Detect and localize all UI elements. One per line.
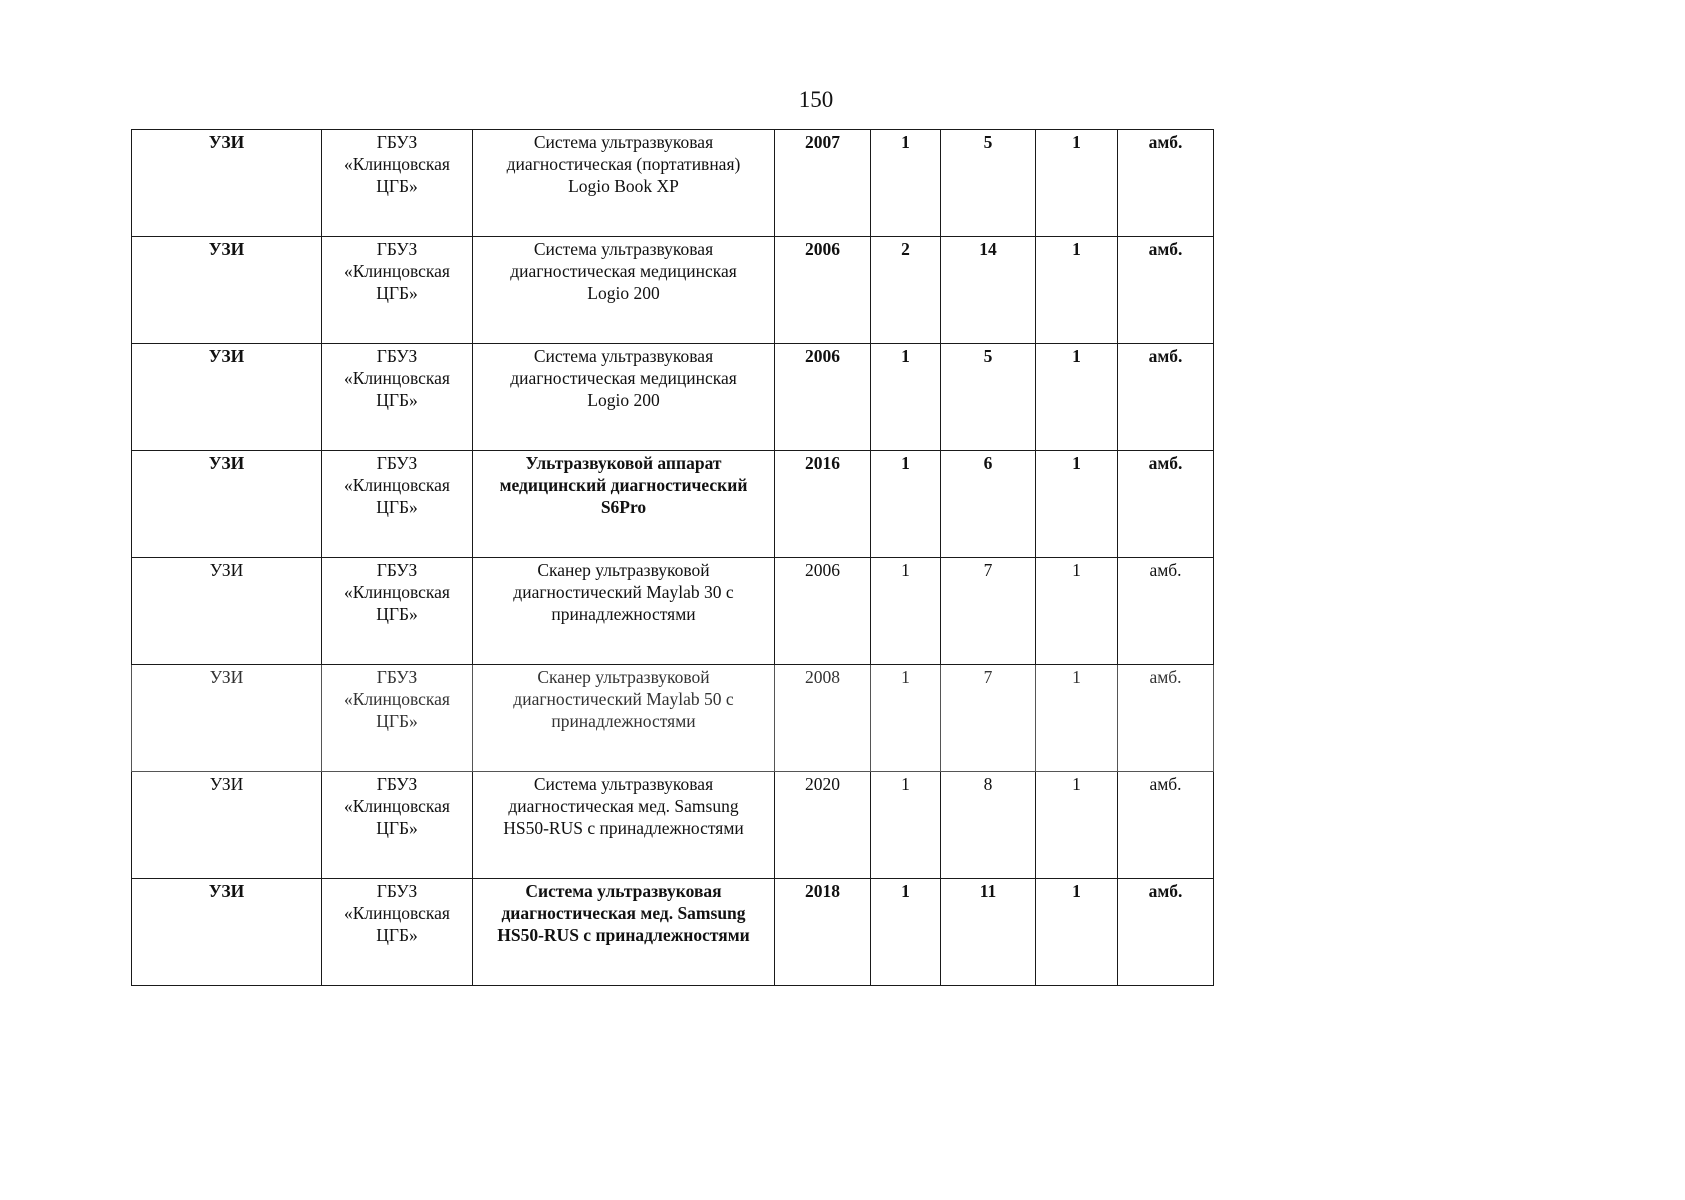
age-cell: 8 xyxy=(941,772,1036,879)
device-line: принадлежностями xyxy=(551,604,696,624)
quantity-cell: 1 xyxy=(871,879,941,986)
device-line: Сканер ультразвуковой xyxy=(537,667,710,687)
shifts-cell: 1 xyxy=(1036,665,1118,772)
table-row xyxy=(132,665,1214,772)
quantity-cell: 1 xyxy=(871,344,941,451)
organization-cell xyxy=(322,665,473,772)
device-line: диагностическая мед. Samsung xyxy=(508,796,739,816)
device-line: Система ультразвуковая xyxy=(533,774,714,794)
device-line: HS50-RUS с принадлежностями xyxy=(497,925,750,945)
exam-type-cell: УЗИ xyxy=(132,451,322,558)
device-cell xyxy=(473,772,775,879)
device-line: Система ультразвуковая xyxy=(533,346,714,366)
org-line: ЦГБ» xyxy=(376,711,418,731)
exam-type-cell: УЗИ xyxy=(132,130,322,237)
exam-type-cell: УЗИ xyxy=(132,665,322,772)
device-line: диагностическая мед. Samsung xyxy=(501,903,746,923)
device-cell xyxy=(473,344,775,451)
mode-cell: амб. xyxy=(1118,344,1214,451)
exam-type-cell: УЗИ xyxy=(132,879,322,986)
device-cell xyxy=(473,558,775,665)
org-line: ГБУЗ xyxy=(376,774,418,794)
device-line: Система ультразвуковая xyxy=(533,239,714,259)
org-line: ЦГБ» xyxy=(376,497,418,517)
device-line: Logio 200 xyxy=(587,390,660,410)
device-line: Logio Book XP xyxy=(568,176,679,196)
org-line: «Клинцовская xyxy=(344,689,450,709)
year-cell: 2008 xyxy=(775,665,871,772)
device-line: диагностический Maylab 50 с xyxy=(513,689,734,709)
organization-cell xyxy=(322,558,473,665)
org-line: «Клинцовская xyxy=(344,475,450,495)
org-line: ЦГБ» xyxy=(376,818,418,838)
age-cell: 7 xyxy=(941,558,1036,665)
device-cell xyxy=(473,237,775,344)
mode-cell: амб. xyxy=(1118,665,1214,772)
equipment-table-body xyxy=(132,130,1214,986)
org-line: ЦГБ» xyxy=(376,283,418,303)
shifts-cell: 1 xyxy=(1036,772,1118,879)
device-line: принадлежностями xyxy=(551,711,696,731)
mode-cell: амб. xyxy=(1118,451,1214,558)
device-line: Сканер ультразвуковой xyxy=(537,560,710,580)
age-cell: 11 xyxy=(941,879,1036,986)
org-line: ЦГБ» xyxy=(376,176,418,196)
device-cell xyxy=(473,451,775,558)
device-line: диагностическая (портативная) xyxy=(506,154,741,174)
quantity-cell: 2 xyxy=(871,237,941,344)
year-cell: 2006 xyxy=(775,344,871,451)
table-row xyxy=(132,879,1214,986)
org-line: ГБУЗ xyxy=(376,881,418,901)
mode-cell: амб. xyxy=(1118,130,1214,237)
age-cell: 5 xyxy=(941,344,1036,451)
year-cell: 2016 xyxy=(775,451,871,558)
mode-cell: амб. xyxy=(1118,772,1214,879)
shifts-cell: 1 xyxy=(1036,879,1118,986)
table-row xyxy=(132,237,1214,344)
org-line: «Клинцовская xyxy=(344,261,450,281)
mode-cell: амб. xyxy=(1118,237,1214,344)
age-cell: 14 xyxy=(941,237,1036,344)
org-line: ГБУЗ xyxy=(376,346,418,366)
org-line: «Клинцовская xyxy=(344,903,450,923)
org-line: ГБУЗ xyxy=(376,560,418,580)
device-line: диагностическая медицинская xyxy=(510,261,737,281)
device-cell xyxy=(473,130,775,237)
table-row xyxy=(132,344,1214,451)
device-line: Система ультразвуковая xyxy=(525,881,722,901)
shifts-cell: 1 xyxy=(1036,451,1118,558)
table-row xyxy=(132,451,1214,558)
page-number: 150 xyxy=(798,87,834,112)
device-line: HS50-RUS с принадлежностями xyxy=(503,818,744,838)
organization-cell xyxy=(322,451,473,558)
org-line: ЦГБ» xyxy=(376,925,418,945)
shifts-cell: 1 xyxy=(1036,130,1118,237)
exam-type-cell: УЗИ xyxy=(132,772,322,879)
year-cell: 2007 xyxy=(775,130,871,237)
device-line: медицинский диагностический xyxy=(499,475,748,495)
quantity-cell: 1 xyxy=(871,665,941,772)
equipment-table xyxy=(131,129,1214,986)
org-line: «Клинцовская xyxy=(344,368,450,388)
device-cell xyxy=(473,879,775,986)
org-line: ЦГБ» xyxy=(376,604,418,624)
org-line: «Клинцовская xyxy=(344,154,450,174)
organization-cell xyxy=(322,344,473,451)
organization-cell xyxy=(322,237,473,344)
table-row xyxy=(132,558,1214,665)
device-line: Logio 200 xyxy=(587,283,660,303)
age-cell: 7 xyxy=(941,665,1036,772)
device-line: Система ультразвуковая xyxy=(533,132,714,152)
org-line: ЦГБ» xyxy=(376,390,418,410)
quantity-cell: 1 xyxy=(871,772,941,879)
year-cell: 2006 xyxy=(775,237,871,344)
organization-cell xyxy=(322,130,473,237)
shifts-cell: 1 xyxy=(1036,558,1118,665)
org-line: ГБУЗ xyxy=(376,239,418,259)
year-cell: 2018 xyxy=(775,879,871,986)
org-line: ГБУЗ xyxy=(376,132,418,152)
table-row xyxy=(132,772,1214,879)
organization-cell xyxy=(322,772,473,879)
org-line: «Клинцовская xyxy=(344,582,450,602)
exam-type-cell: УЗИ xyxy=(132,558,322,665)
quantity-cell: 1 xyxy=(871,130,941,237)
mode-cell: амб. xyxy=(1118,879,1214,986)
exam-type-cell: УЗИ xyxy=(132,237,322,344)
quantity-cell: 1 xyxy=(871,558,941,665)
device-line: диагностический Maylab 30 с xyxy=(513,582,734,602)
org-line: «Клинцовская xyxy=(344,796,450,816)
exam-type-cell: УЗИ xyxy=(132,344,322,451)
age-cell: 5 xyxy=(941,130,1036,237)
org-line: ГБУЗ xyxy=(376,453,418,473)
shifts-cell: 1 xyxy=(1036,237,1118,344)
org-line: ГБУЗ xyxy=(376,667,418,687)
age-cell: 6 xyxy=(941,451,1036,558)
device-line: Ультразвуковой аппарат xyxy=(525,453,722,473)
mode-cell: амб. xyxy=(1118,558,1214,665)
table-row xyxy=(132,130,1214,237)
organization-cell xyxy=(322,879,473,986)
device-line: S6Pro xyxy=(600,497,647,517)
device-cell xyxy=(473,665,775,772)
shifts-cell: 1 xyxy=(1036,344,1118,451)
year-cell: 2006 xyxy=(775,558,871,665)
device-line: диагностическая медицинская xyxy=(510,368,737,388)
quantity-cell: 1 xyxy=(871,451,941,558)
year-cell: 2020 xyxy=(775,772,871,879)
